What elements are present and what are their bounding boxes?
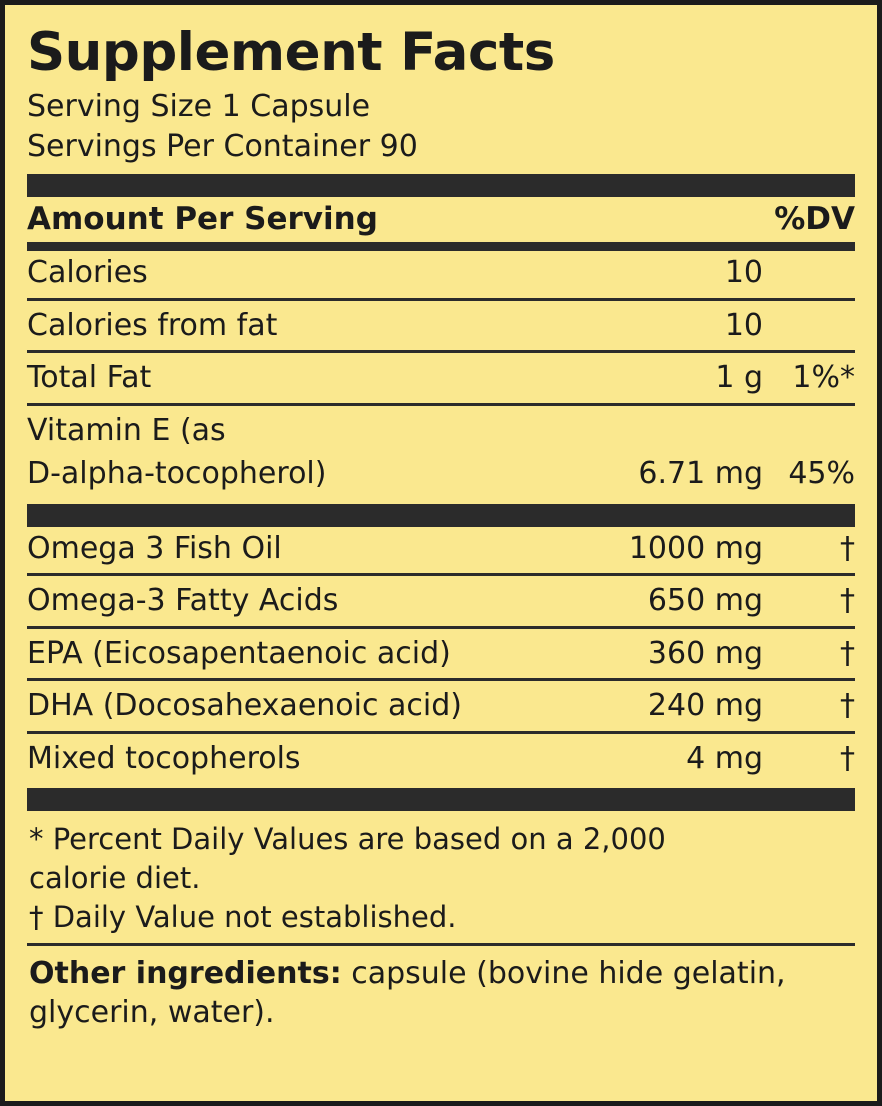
- divider-thick-bottom: [27, 788, 855, 811]
- other-ingredients-label: Other ingredients:: [29, 955, 342, 991]
- row-dv-calories-from-fat: [763, 304, 855, 348]
- footnote-dagger: † Daily Value not established.: [29, 899, 457, 934]
- row-separator: [27, 570, 855, 579]
- row-separator: [27, 400, 855, 409]
- row-amount-vitamin-e: 6.71 mg: [638, 456, 763, 492]
- row-name-epa: EPA (Eicosapentaenoic acid): [27, 635, 451, 671]
- row-separator: [27, 675, 855, 684]
- servings-per-container: Servings Per Container 90: [27, 128, 418, 164]
- row-name-mixed-tocopherols: Mixed tocopherols: [27, 740, 301, 776]
- table-row: [27, 304, 855, 348]
- row-dv-omega-3-fatty-acids: †: [840, 583, 855, 619]
- row-dv-omega-3-fish-oil: †: [840, 530, 855, 566]
- row-amount-epa: 360 mg: [647, 635, 763, 671]
- row-amount-mixed-tocopherols: 4 mg: [686, 740, 763, 776]
- row-separator: [27, 623, 855, 632]
- table-row: [27, 684, 855, 728]
- other-ingredients: [27, 946, 855, 1032]
- table-row: [27, 527, 855, 571]
- row-dv-mixed-tocopherols: †: [840, 740, 855, 776]
- row-amount-total-fat: 1 g: [715, 360, 763, 396]
- row-name-omega-3-fish-oil: Omega 3 Fish Oil: [27, 530, 282, 566]
- row-dv-dha: †: [840, 688, 855, 724]
- nutrition-rows-bottom: [27, 527, 855, 781]
- table-row: [27, 251, 855, 295]
- row-dv-total-fat: 1%*: [792, 360, 855, 396]
- table-header-row: [27, 197, 855, 242]
- percent-dv-header: %DV: [774, 201, 855, 238]
- footnote-daily-value-line1: * Percent Daily Values are based on a 2,000: [29, 822, 666, 857]
- row-separator: [27, 295, 855, 304]
- divider-thick-middle: [27, 504, 855, 527]
- table-row: [27, 452, 855, 496]
- row-amount-calories: 10: [724, 255, 763, 291]
- page-title: Supplement Facts: [27, 22, 555, 83]
- footnotes: [27, 811, 855, 943]
- nutrition-table-top: [27, 197, 855, 242]
- serving-size: Serving Size 1 Capsule: [27, 88, 371, 124]
- divider-thick-top: [27, 174, 855, 197]
- table-row: [27, 579, 855, 623]
- row-dv-epa: †: [840, 635, 855, 671]
- other-ingredients-text: capsule (bovine hide gelatin, glycerin, water).: [29, 955, 786, 1030]
- table-row: [27, 409, 855, 453]
- row-name-total-fat: Total Fat: [27, 360, 152, 396]
- table-row: [27, 737, 855, 781]
- row-amount-omega-3-fish-oil: 1000 mg: [628, 530, 763, 566]
- row-amount-vitamin-e-blank: [547, 409, 763, 453]
- divider-medium-header: [27, 242, 855, 251]
- row-dv-calories: [763, 251, 855, 295]
- row-name-omega-3-fatty-acids: Omega-3 Fatty Acids: [27, 583, 339, 619]
- row-dv-vitamin-e-blank: [763, 409, 855, 453]
- nutrition-rows-top: [27, 251, 855, 496]
- row-name-calories: Calories: [27, 255, 148, 291]
- row-name-calories-from-fat: Calories from fat: [27, 307, 278, 343]
- row-name-vitamin-e-line2: D-alpha-tocopherol): [27, 456, 327, 492]
- row-amount-dha: 240 mg: [647, 688, 763, 724]
- row-amount-omega-3-fatty-acids: 650 mg: [647, 583, 763, 619]
- row-separator: [27, 728, 855, 737]
- table-row: [27, 356, 855, 400]
- table-row: [27, 632, 855, 676]
- row-separator: [27, 347, 855, 356]
- amount-per-serving-header: Amount Per Serving: [27, 201, 378, 238]
- row-name-dha: DHA (Docosahexaenoic acid): [27, 688, 462, 724]
- row-name-vitamin-e-line1: Vitamin E (as: [27, 412, 226, 448]
- footnote-daily-value-line2: calorie diet.: [29, 861, 201, 896]
- row-amount-calories-from-fat: 10: [724, 307, 763, 343]
- row-dv-vitamin-e: 45%: [788, 456, 855, 492]
